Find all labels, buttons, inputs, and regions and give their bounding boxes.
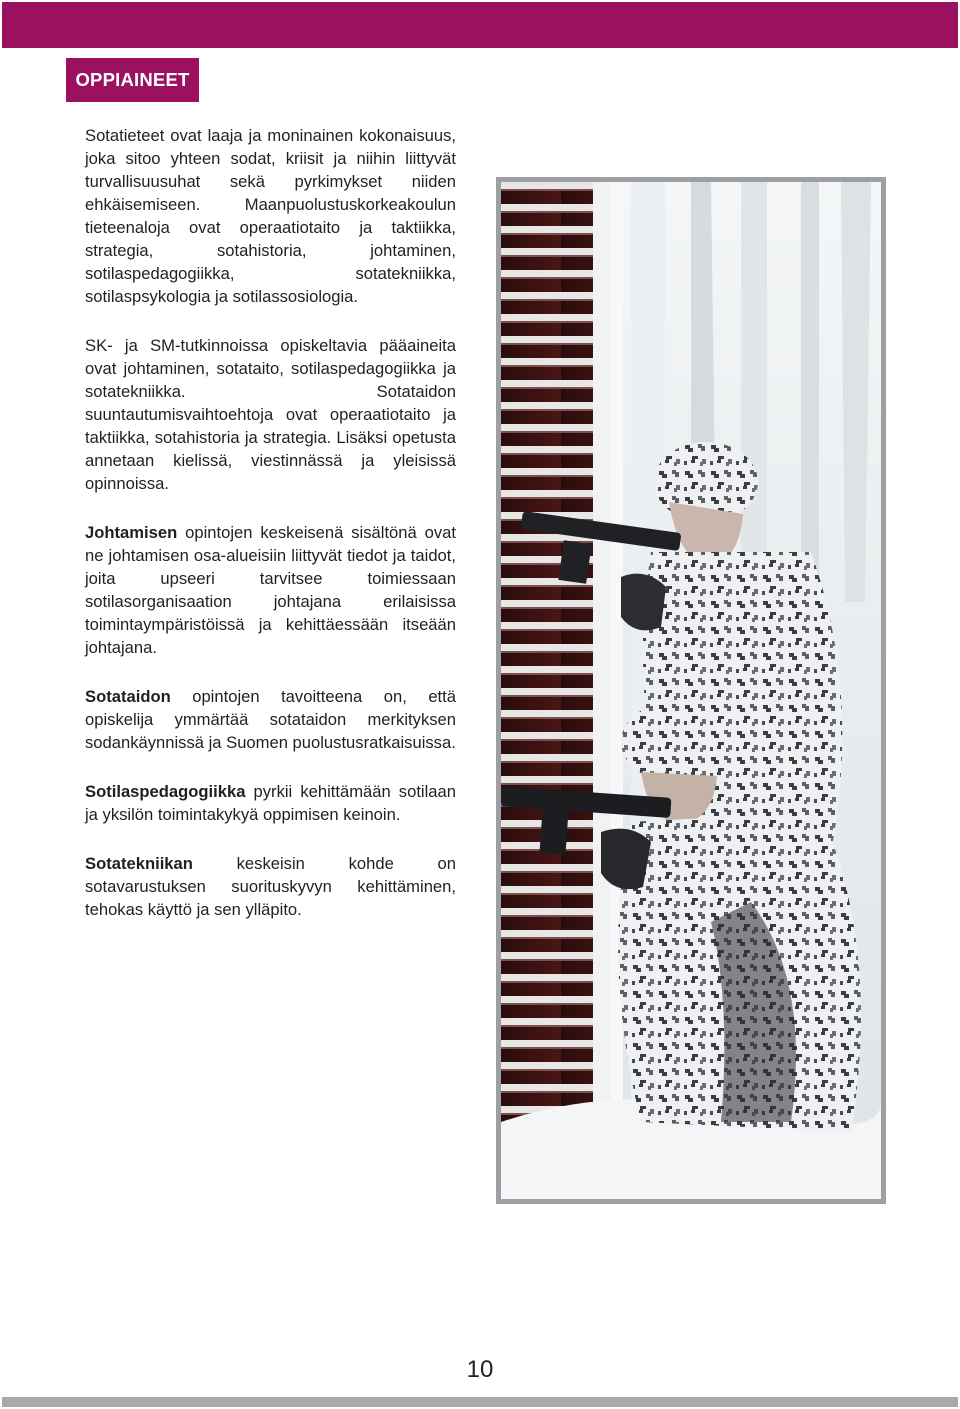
soldiers-photo: [501, 182, 881, 1199]
paragraph-lead: Sotataidon: [85, 687, 171, 706]
paragraph-lead: Sotatekniikan: [85, 854, 193, 873]
paragraph-intro: [85, 124, 456, 308]
footer-bar: [2, 1397, 958, 1407]
paragraph-text: Sotatieteet ovat laaja ja moninainen kokonaisuus, joka sitoo yhteen sodat, kriisit ja niihin liittyvät turvallisuusuhat sekä pyrkimykset niiden ehkäisemiseen. Maanpuolustuskorkeakoulun tieteenaloja ovat operaatiotaito ja taktiikka, strategia, sotahistoria, johtaminen, sotilaspedagogiikka, sotatekniikka, sotilaspsykologia ja sotilassosiologia.: [85, 126, 456, 306]
paragraph-text: opintojen tavoitteena on, että opiskelija ymmärtää sotataidon merkityksen sodankäynnissä ja Suomen puolustusratkaisuissa.: [85, 687, 456, 752]
paragraph-sotilaspedagogiikka: [85, 780, 456, 826]
body-text: [85, 124, 456, 947]
section-label: OPPIAINEET: [66, 58, 199, 102]
paragraph-majors: [85, 334, 456, 495]
paragraph-johtaminen: [85, 521, 456, 659]
header-bar: [2, 2, 958, 48]
paragraph-sotataito: [85, 685, 456, 754]
paragraph-text: pyrkii kehittämään sotilaan ja yksilön toimintakykyä oppimisen keinoin.: [85, 782, 456, 824]
paragraph-text: SK- ja SM-tutkinnoissa opiskeltavia pääaineita ovat johtaminen, sotataito, sotilaspedagogiikka ja sotatekniikka. Sotataidon suuntautumisvaihtoehtoja ovat operaatiotaito ja taktiikka, sotahistoria ja strategia. Lisäksi opetusta annetaan kielissä, viestinnässä ja yleisissä opinnoissa.: [85, 336, 456, 493]
page-number: 10: [466, 1356, 494, 1383]
paragraph-text: keskeisin kohde on sotavarustuksen suorituskyvyn kehittäminen, tehokas käyttö ja sen ylläpito.: [85, 854, 456, 919]
paragraph-lead: Sotilaspedagogiikka: [85, 782, 246, 801]
photo-frame: [496, 177, 886, 1204]
paragraph-sotatekniikka: [85, 852, 456, 921]
paragraph-lead: Johtamisen: [85, 523, 178, 542]
paragraph-text: opintojen keskeisenä sisältönä ovat ne johtamisen osa-alueisiin liittyvät tiedot ja taidot, joita upseeri tarvitsee toimiessaan sotilasorganisaation johtajana erilaisissa toimintaympäristöissä ja kehittäessään itseään johtajana.: [85, 523, 456, 657]
